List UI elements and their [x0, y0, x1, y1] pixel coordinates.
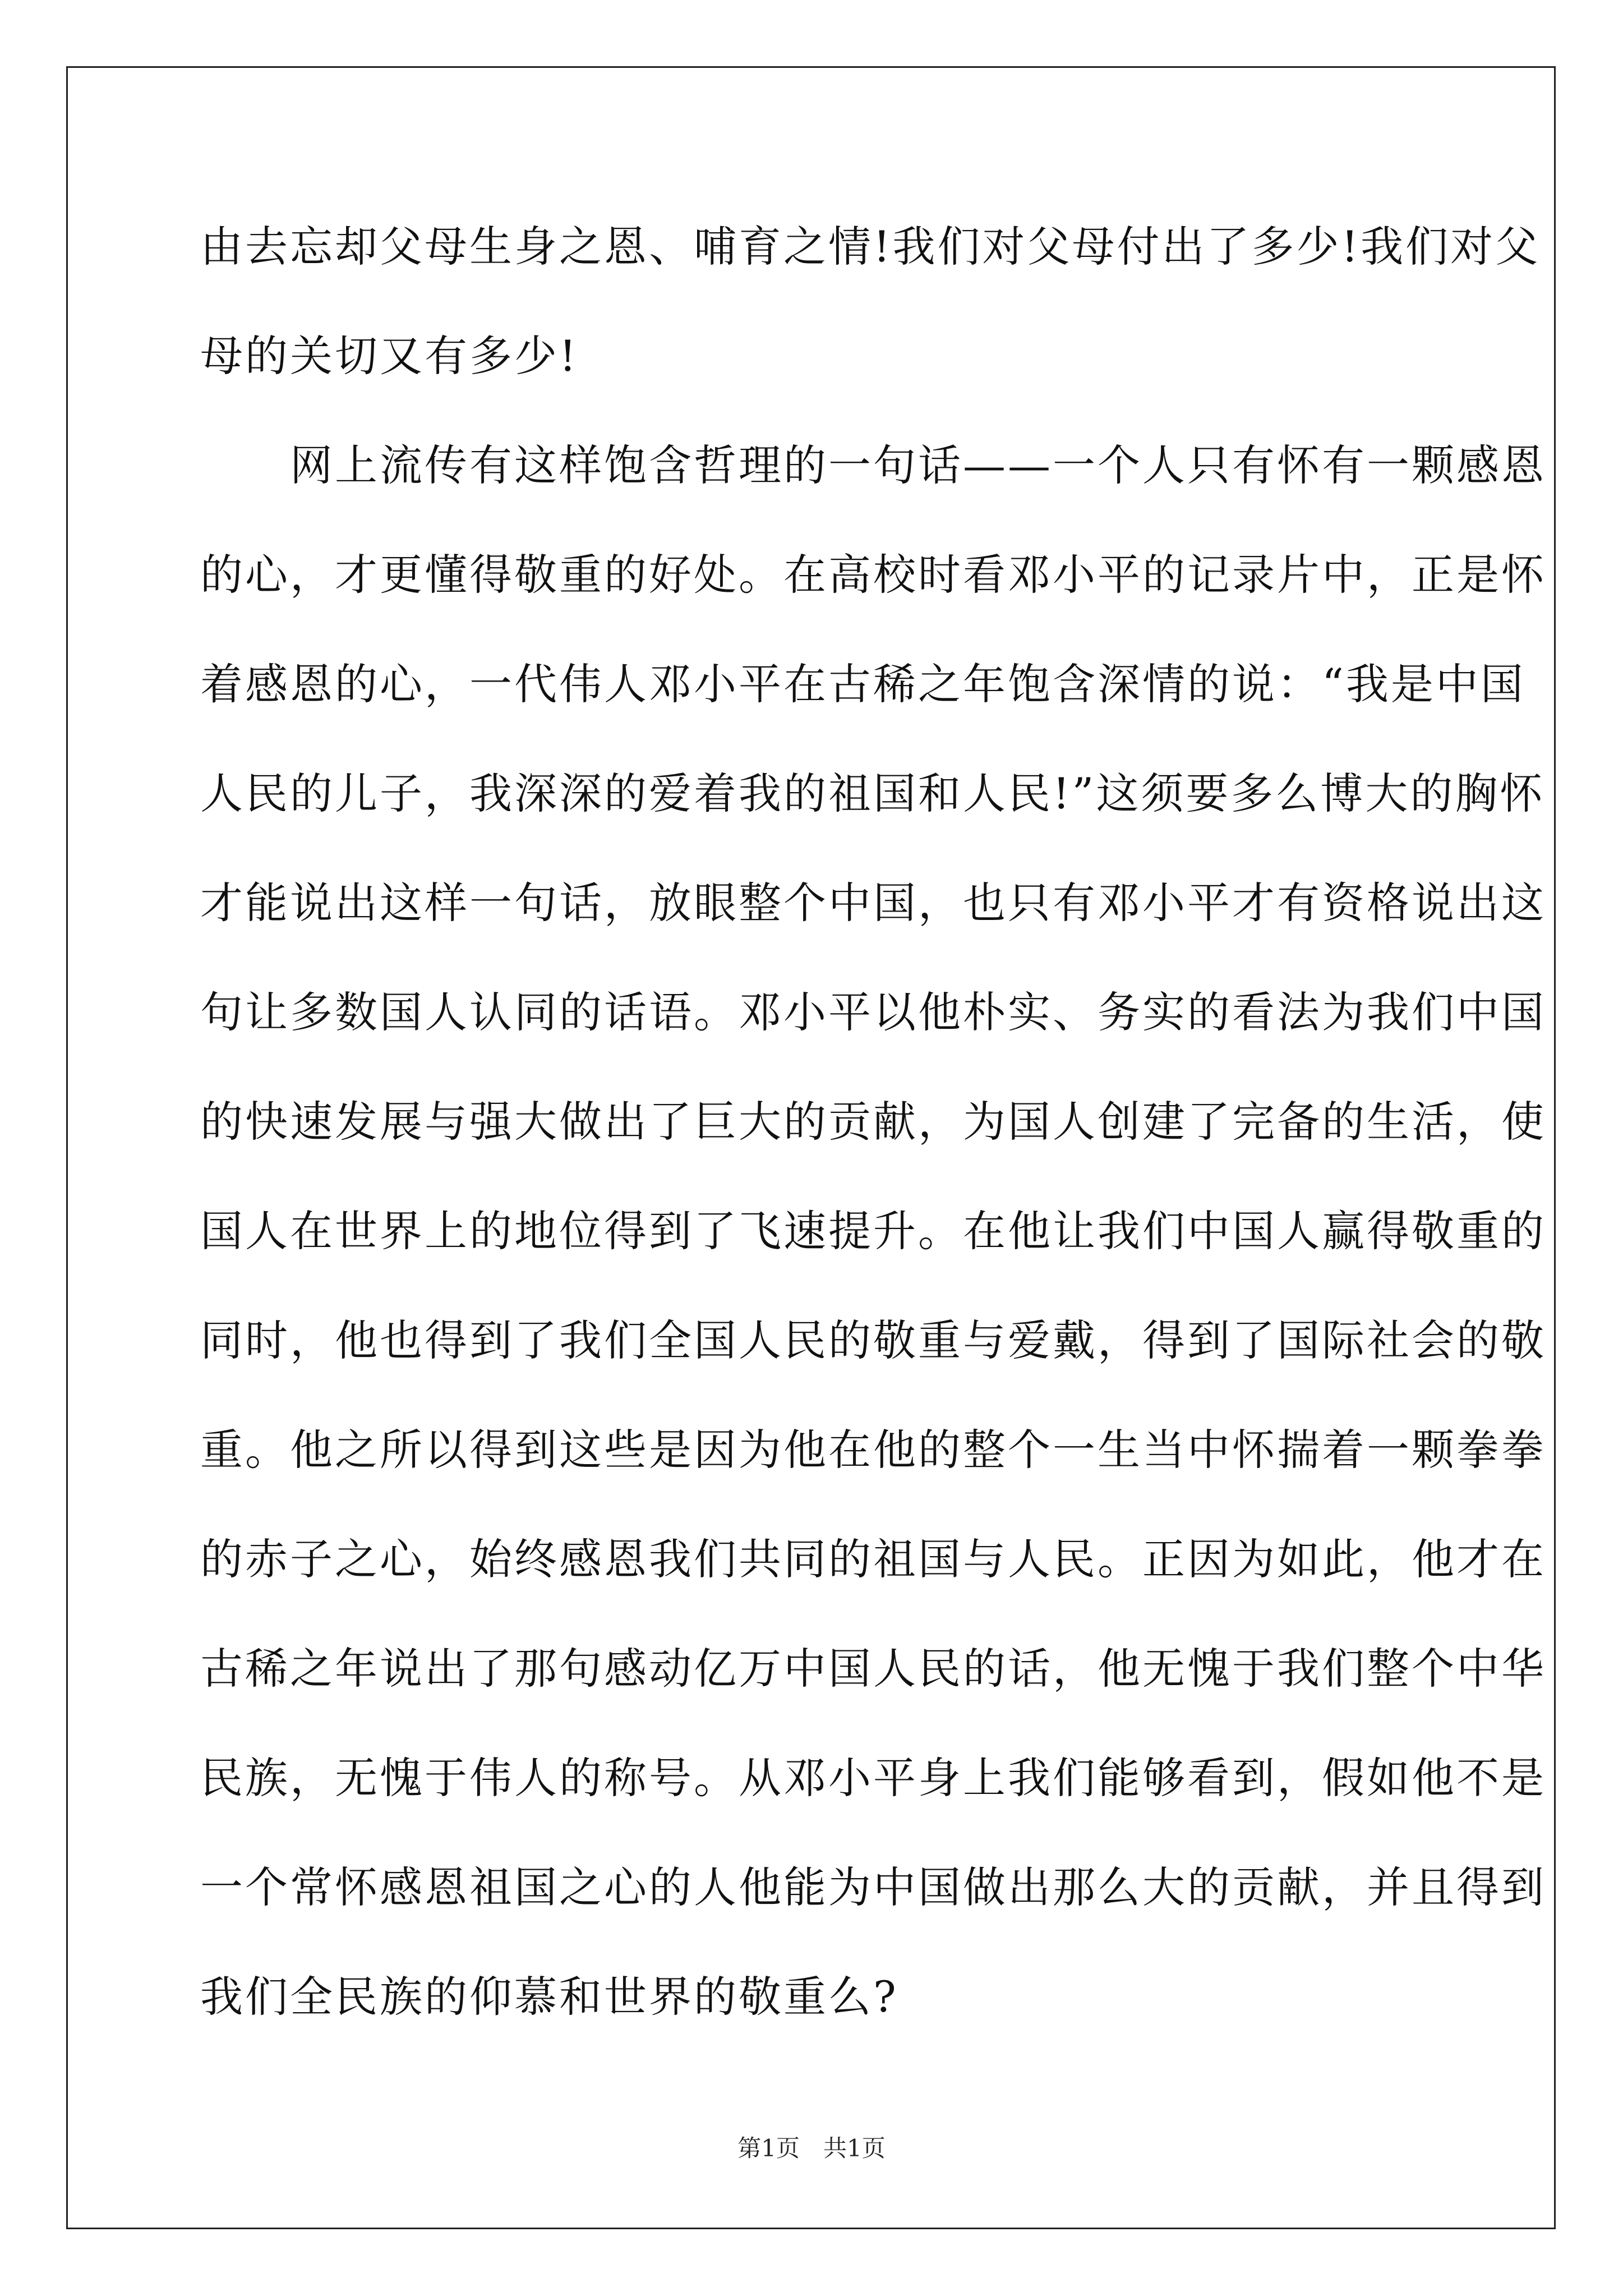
text-line: 民族，无愧于伟人的称号。从邓小平身上我们能够看到，假如他不是	[200, 1753, 1546, 1803]
page-footer: 第1页 共1页	[737, 2134, 886, 2162]
text-line: 着感恩的心，一代伟人邓小平在古稀之年饱含深情的说：“我是中国	[200, 659, 1525, 709]
text-line: 的赤子之心，始终感恩我们共同的祖国与人民。正因为如此，他才在	[200, 1534, 1546, 1584]
text-line: 母的关切又有多少!	[200, 331, 579, 381]
text-line: 我们全民族的仰慕和世界的敬重么?	[200, 1972, 898, 2022]
text-line: 才能说出这样一句话，放眼整个中国，也只有邓小平才有资格说出这	[200, 878, 1546, 928]
text-line: 同时，他也得到了我们全国人民的敬重与爱戴，得到了国际社会的敬	[200, 1315, 1546, 1365]
text-line: 句让多数国人认同的话语。邓小平以他朴实、务实的看法为我们中国	[200, 987, 1546, 1037]
text-line: 一个常怀感恩祖国之心的人他能为中国做出那么大的贡献，并且得到	[200, 1862, 1546, 1912]
text-line: 人民的儿子，我深深的爱着我的祖国和人民!”这须要多么博大的胸怀	[200, 769, 1545, 818]
text-line: 国人在世界上的地位得到了飞速提升。在他让我们中国人赢得敬重的	[200, 1206, 1546, 1256]
text-line: 由去忘却父母生身之恩、哺育之情!我们对父母付出了多少!我们对父	[200, 222, 1541, 272]
text-line: 的心，才更懂得敬重的好处。在高校时看邓小平的记录片中，正是怀	[200, 550, 1546, 600]
text-line: 的快速发展与强大做出了巨大的贡献，为国人创建了完备的生活，使	[200, 1097, 1546, 1147]
text-line: 网上流传有这样饱含哲理的一句话——一个人只有怀有一颗感恩	[200, 440, 1546, 490]
text-line: 古稀之年说出了那句感动亿万中国人民的话，他无愧于我们整个中华	[200, 1644, 1546, 1694]
text-line: 重。他之所以得到这些是因为他在他的整个一生当中怀揣着一颗拳拳	[200, 1425, 1546, 1475]
